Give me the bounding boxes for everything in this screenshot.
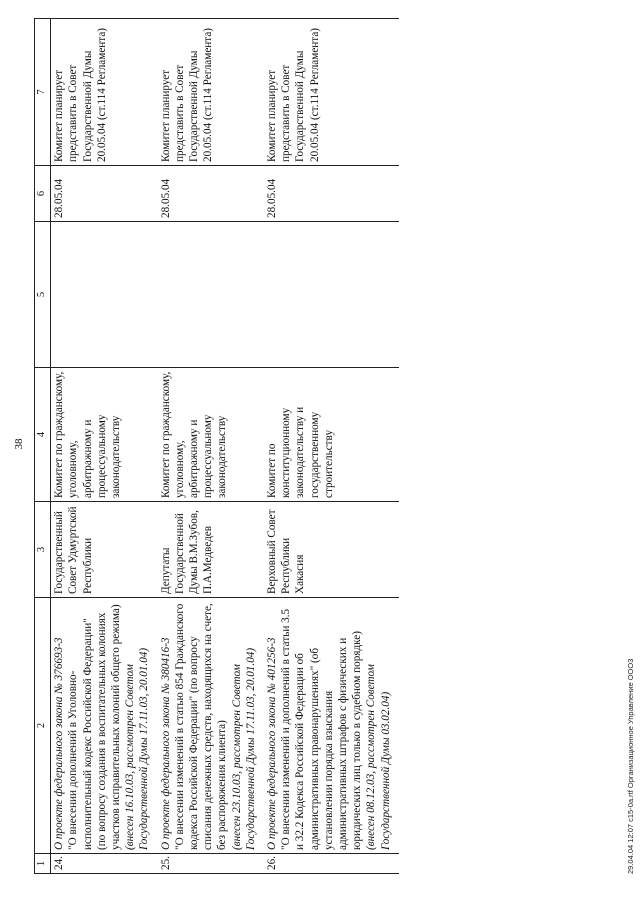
table-row — [264, 19, 399, 874]
bill-comment: (внесен 16.10.03, рассмотрен Советом Государственной Думы 17.11.03, 20.01.04) — [124, 647, 151, 850]
plan-note: Комитет планирует представить в Совет Государственной Думы 20.05.04 (ст.114 Регламента) — [51, 19, 158, 166]
table-row — [51, 19, 158, 874]
table-row — [158, 19, 264, 874]
column-number-7: 7 — [35, 19, 51, 166]
bill-description — [264, 598, 399, 854]
row-number: 25. — [158, 854, 264, 874]
bill-description — [51, 598, 158, 854]
responsible-committee: Комитет по конституционному законодательству и государственному строительству — [264, 368, 399, 502]
bill-title: О проекте федерального закона № 401256-3 — [266, 637, 279, 850]
column-5-cell — [158, 222, 264, 368]
column-number-2: 2 — [35, 598, 51, 854]
bill-comment: (внесен 08.12.03, рассмотрен Советом Государственной Думы 03.02.04) — [365, 664, 392, 850]
plan-note: Комитет планирует представить в Совет Государственной Думы 20.05.04 (ст.114 Регламента) — [158, 19, 264, 166]
bill-author: Верховный Совет Республики Хакасия — [264, 502, 399, 598]
review-date: 28.05.04 — [158, 166, 264, 222]
bill-body: "О внесении изменений в статью 854 Гражданского кодекса Российской Федерации" (по вопросу списания денежных средств, находящихся на счете, без распоряжения клиента) — [173, 603, 229, 850]
responsible-committee: Комитет по гражданскому, уголовному, арбитражному и процессуальному законодательству — [51, 368, 158, 502]
column-5-cell — [264, 222, 399, 368]
bill-title: О проекте федерального закона № 376693-3 — [53, 637, 66, 850]
row-number: 24. — [51, 854, 158, 874]
plan-note: Комитет планирует представить в Совет Государственной Думы 20.05.04 (ст.114 Регламента) — [264, 19, 399, 166]
bill-description — [158, 598, 264, 854]
column-number-5: 5 — [35, 222, 51, 368]
bill-title: О проекте федерального закона № 380416-3 — [159, 637, 172, 850]
column-number-1: 1 — [35, 854, 51, 874]
column-number-row — [35, 19, 51, 874]
page-number: 38 — [13, 438, 25, 450]
column-5-cell — [51, 222, 158, 368]
row-number: 26. — [264, 854, 399, 874]
bill-body: "О внесении дополнений в Уголовно-исполнительный кодекс Российской Федерации" (по вопросу создания в воспитательных колониях участков исправительных колоний общего режима) — [67, 604, 123, 850]
bill-author: Государственный Совет Удмуртской Республики — [51, 502, 158, 598]
bills-table — [34, 18, 399, 874]
responsible-committee: Комитет по гражданскому, уголовному, арбитражному и процессуальному законодательству — [158, 368, 264, 502]
column-number-6: 6 — [35, 166, 51, 222]
column-number-3: 3 — [35, 502, 51, 598]
bill-author: Депутаты Государственной Думы В.М.Зубов, П.А.Медведев — [158, 502, 264, 598]
bill-body: "О внесении изменений и дополнений в статьи 3.5 и 32.2 Кодекса Российской Федерации об административных правонарушениях" (об установлении порядка взыскания административных штрафов с физических и юридических лиц только в судебном порядке) — [280, 608, 364, 850]
bill-comment: (внесен 23.10.03, рассмотрен Советом Государственной Думы 17.11.03, 20.01.04) — [230, 647, 257, 850]
file-footer: 29.04.04 12:07 с15-0a.rtf Организационное Управление ООО3 — [626, 658, 635, 874]
column-number-4: 4 — [35, 368, 51, 502]
review-date: 28.05.04 — [264, 166, 399, 222]
review-date: 28.05.04 — [51, 166, 158, 222]
